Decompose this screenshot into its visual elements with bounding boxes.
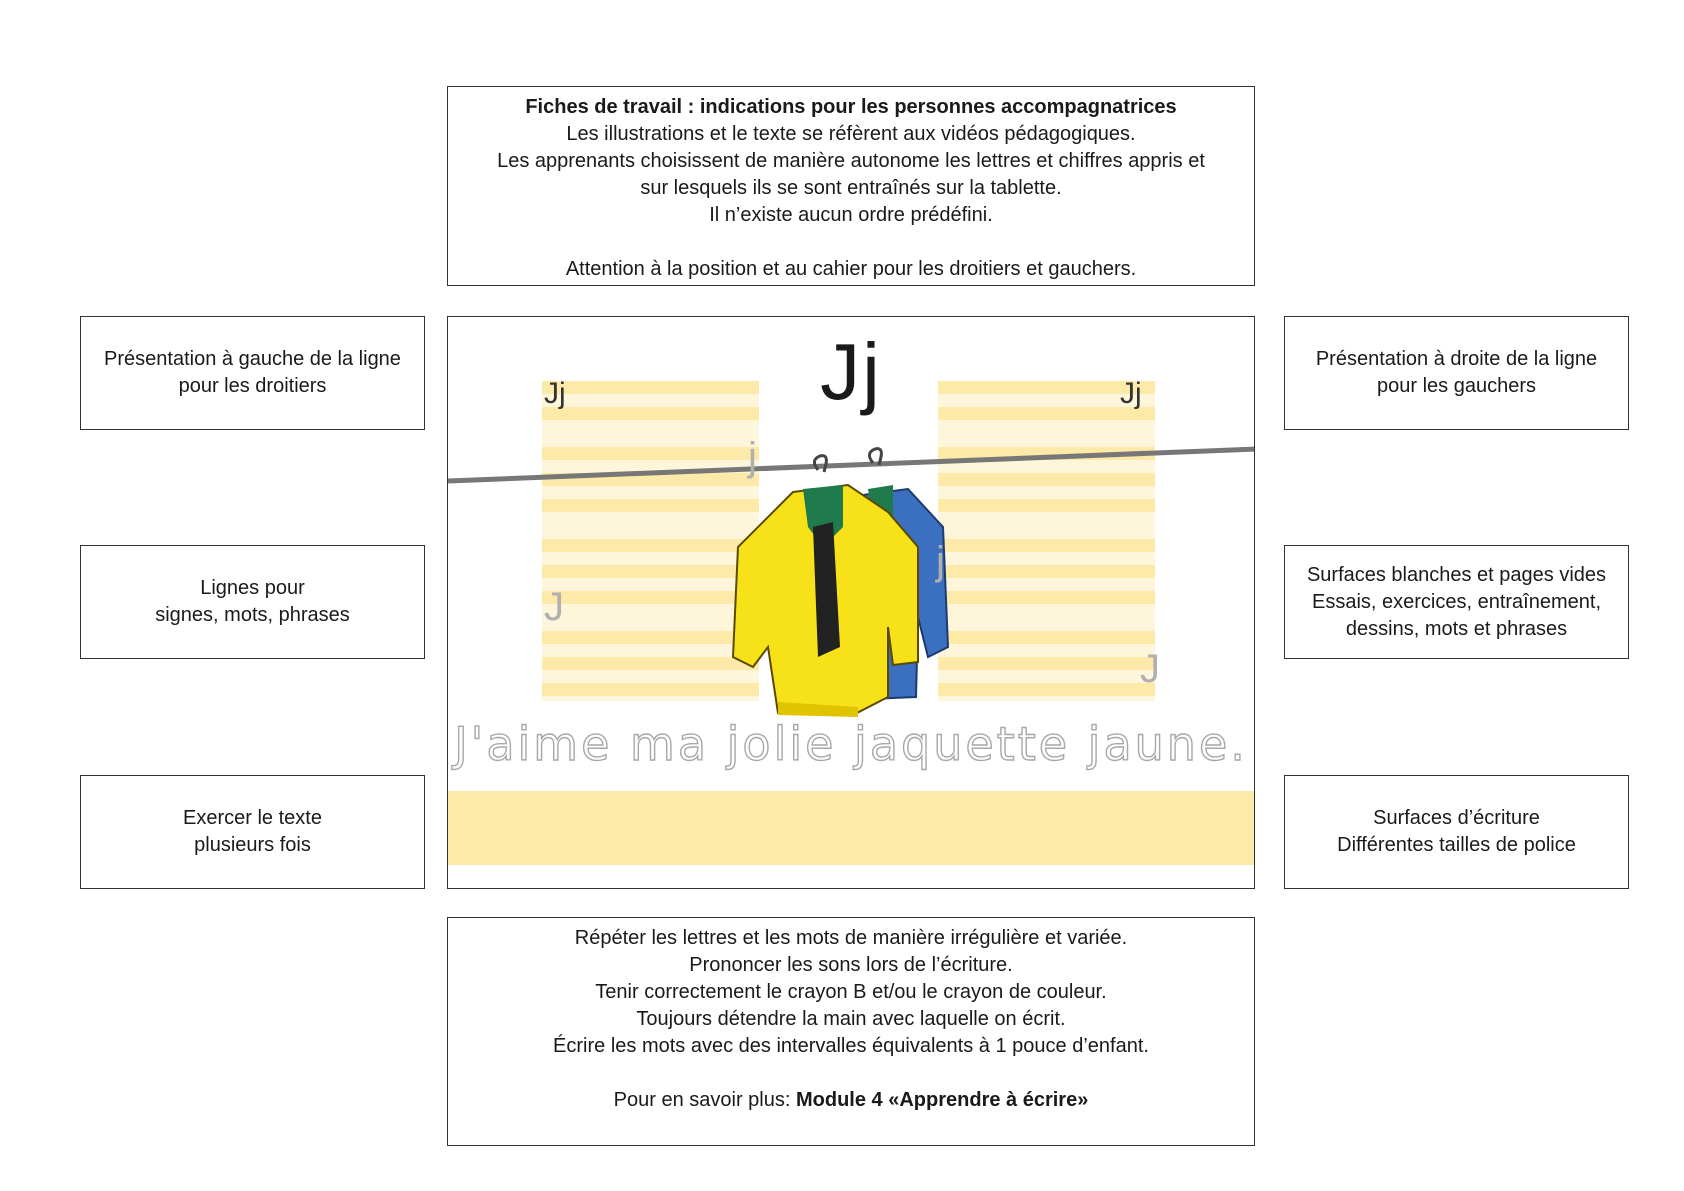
label-text: Différentes tailles de police [1337,834,1576,856]
featured-letters: Jj [820,327,882,416]
label-text: Surfaces d’écriture [1373,807,1540,829]
trace-letter: j [748,435,757,479]
label-text: dessins, mots et phrases [1345,617,1568,640]
left-stripe-panel [542,381,759,701]
label-text: plusieurs fois [194,834,311,856]
label-practice-text [80,775,425,889]
instructions-line: Les apprenants choisissent de manière autonome les lettres et chiffres appris et [497,150,1205,172]
trace-letter: J [1140,647,1160,691]
tips-footer-box [447,917,1255,1146]
label-text: pour les droitiers [178,375,327,397]
label-blank-surfaces [1284,545,1629,659]
label-left-presentation [80,316,425,430]
label-writing-surfaces [1284,775,1629,889]
instructions-note: Attention à la position et au cahier pour les droitiers et gauchers. [565,258,1137,280]
more-info [614,1087,1089,1114]
label-text: Présentation à droite de la ligne [1315,348,1598,370]
more-info-prefix: Pour en savoir plus: [613,1089,796,1111]
label-right-presentation [1284,316,1629,430]
model-letters-left: Jj [544,377,566,410]
tip-line: Tenir correctement le crayon B et/ou le crayon de couleur. [595,981,1107,1003]
label-text: Exercer le texte [183,807,322,829]
label-text: Surfaces blanches et pages vides [1306,563,1607,586]
module-link[interactable]: Module 4 «Apprendre à écrire» [796,1089,1089,1111]
instructions-header-box [447,86,1255,286]
label-text: pour les gauchers [1377,375,1536,397]
label-text: Lignes pour [200,577,305,599]
tip-line: Toujours détendre la main avec laquelle on écrit. [636,1008,1066,1030]
label-text: Essais, exercices, entraînement, [1311,590,1601,613]
right-stripe-panel [938,381,1155,701]
trace-letter: J [544,585,564,629]
instructions-line: Les illustrations et le texte se réfèrent aux vidéos pédagogiques. [566,123,1136,145]
instructions-title: Fiches de travail : indications pour les personnes accompagnatrices [525,96,1177,118]
tip-line: Écrire les mots avec des intervalles équivalents à 1 pouce d’enfant. [553,1035,1149,1057]
instructions-line: sur lesquels ils se sont entraînés sur la tablette. [640,177,1062,199]
model-letters-right: Jj [1120,377,1142,410]
label-text: Présentation à gauche de la ligne [104,348,401,370]
label-text: signes, mots, phrases [155,604,350,626]
trace-sentence: J'aime ma jolie jaquette jaune. [454,717,1248,771]
tip-line: Prononcer les sons lors de l’écriture. [689,954,1013,976]
writing-line-area [448,791,1255,865]
trace-letter: j [936,539,945,583]
instructions-line: Il n’existe aucun ordre prédéfini. [709,204,993,226]
tip-line: Répéter les lettres et les mots de manière irrégulière et variée. [574,927,1128,949]
label-lines [80,545,425,659]
worksheet-preview [447,316,1255,889]
